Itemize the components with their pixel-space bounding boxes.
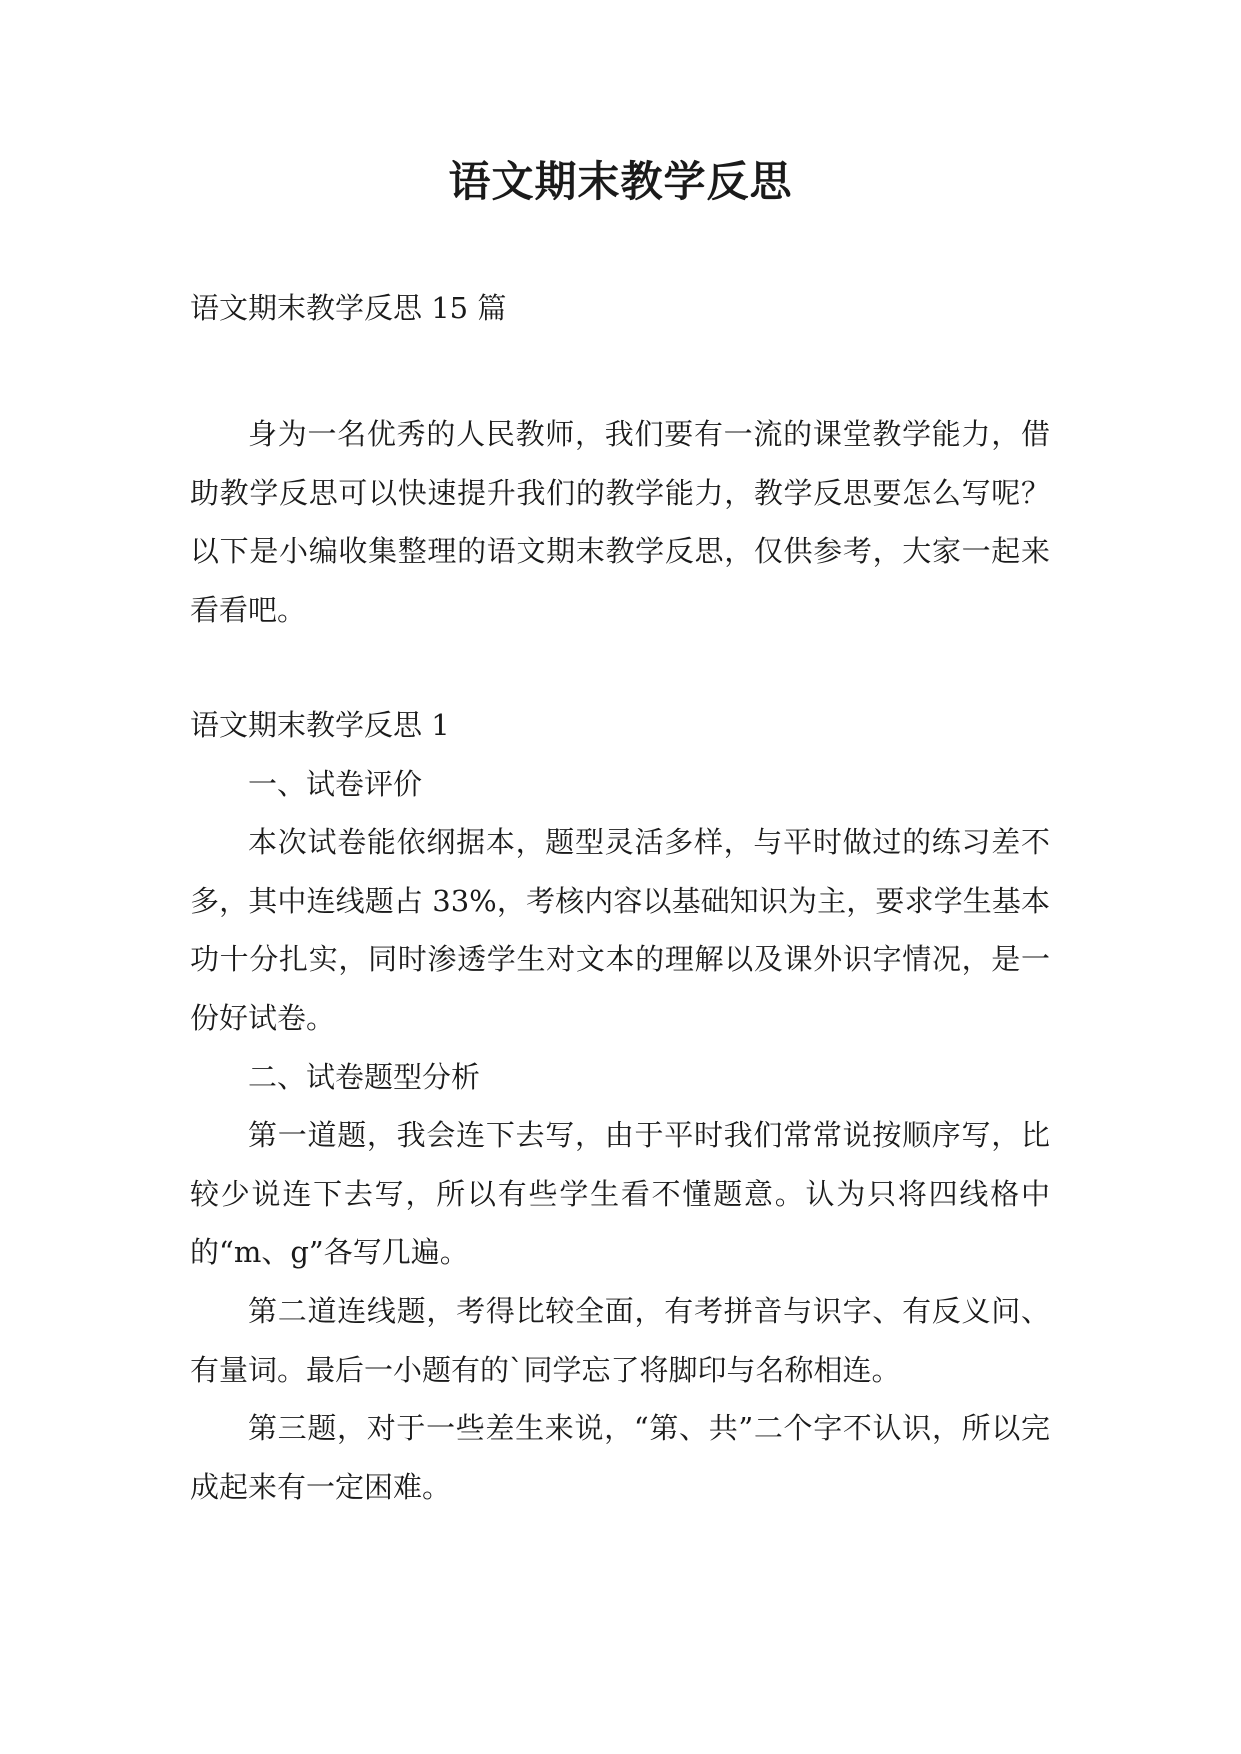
paragraph-question-one: 第一道题，我会连下去写，由于平时我们常常说按顺序写，比较少说连下去写，所以有些学生看不懂题意。认为只将四线格中的“m、g”各写几遍。	[190, 1118, 1050, 1270]
heading-question-analysis: 二、试卷题型分析	[248, 1059, 481, 1094]
paragraph-exam-evaluation: 本次试卷能依纲据本，题型灵活多样，与平时做过的练习差不多，其中连线题占 33%，考核内容以基础知识为主，要求学生基本功十分扎实，同时渗透学生对文本的理解以及课外识字情况，是一份好试卷。	[190, 825, 1050, 1035]
document-subtitle: 语文期末教学反思 15 篇	[190, 291, 507, 325]
intro-paragraph: 身为一名优秀的人民教师，我们要有一流的课堂教学能力，借助教学反思可以快速提升我们的教学能力，教学反思要怎么写呢？以下是小编收集整理的语文期末教学反思，仅供参考，大家一起来看看吧。	[190, 417, 1050, 627]
paragraph-question-three: 第三题，对于一些差生来说，“第、共”二个字不认识，所以完成起来有一定困难。	[190, 1411, 1050, 1504]
document-body	[190, 696, 1050, 1516]
heading-exam-evaluation: 一、试卷评价	[248, 766, 423, 801]
document-title: 语文期末教学反思	[448, 157, 793, 206]
section-heading: 语文期末教学反思 1	[190, 708, 450, 742]
paragraph-question-two: 第二道连线题，考得比较全面，有考拼音与识字、有反义问、有量词。最后一小题有的`同学忘了将脚印与名称相连。	[190, 1293, 1050, 1387]
